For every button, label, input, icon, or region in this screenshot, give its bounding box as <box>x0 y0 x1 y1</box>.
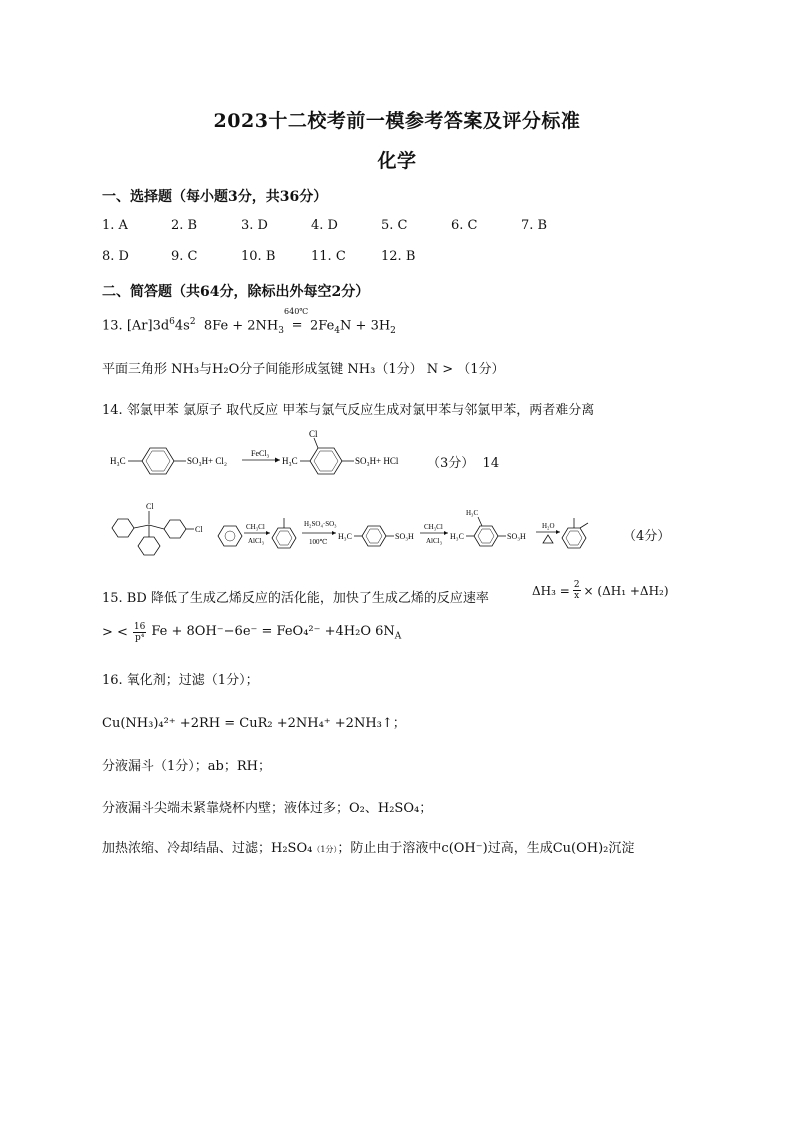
so3h-label: SO₃H <box>355 456 377 466</box>
hcl-label: + HCl <box>376 456 399 466</box>
benzene-ring <box>142 448 174 474</box>
fraction-denominator: p⁴ <box>134 633 145 643</box>
mc-answer: 12. B <box>381 249 416 264</box>
cl-label: Cl <box>195 525 203 534</box>
subject-title: 化学 <box>377 150 417 172</box>
benzene-ring <box>138 537 160 555</box>
q16-line1: 16. 氧化剂；过滤（1分）； <box>102 673 259 688</box>
q15-line2: > < $\frac{16}{\text{p⁴}}$ Fe + 8OH⁻−6e⁻ = FeO₄²⁻ +4H₂O $6N_A$ <box>102 622 402 643</box>
q15-line1: 15. BD 降低了生成乙烯反应的活化能，加快了生成乙烯的反应速率 <box>102 591 489 606</box>
mc-answer: 7. B <box>521 218 548 233</box>
q16-line2: Cu(NH₃)₄²⁺ +2RH = CuR₂ +2NH₄⁺ +2NH₃↑； <box>102 716 406 731</box>
q13-line2: 平面三角形 NH₃与H₂O分子间能形成氢键 NH₃（1分） N > （1分） <box>102 362 505 377</box>
fecl3-label: FeCl₃ <box>251 449 270 458</box>
section-1-heading: 一、选择题（每小题3分，共36分） <box>102 189 328 205</box>
benzene-ring <box>310 448 342 474</box>
so3h-label: SO₃H <box>507 532 526 541</box>
mc-answer: 10. B <box>241 249 276 264</box>
q16-line5: 加热浓缩、冷却结晶、过滤；H₂SO₄（1分）；防止由于溶液中c(OH⁻)过高，生成Cu(OH)₂沉淀 <box>102 841 635 856</box>
ch3cl-label: CH₃Cl <box>424 523 443 531</box>
heat-triangle-icon <box>543 535 553 543</box>
q14-rxn2-score: （4分） <box>623 529 671 544</box>
h3c-label: H₃C <box>466 509 479 517</box>
q13-line1: 13. $[Ar]3d^64s^2$ $8Fe + 2NH_3$ 640℃ = $2Fe_4N + 3H_2$ <box>102 307 396 336</box>
mc-answer: 2. B <box>171 218 198 233</box>
q16-line4: 分液漏斗尖端未紧靠烧杯内壁；液体过多；O₂、H₂SO₄； <box>102 801 433 816</box>
fraction-numerator: 2 <box>573 580 580 590</box>
q14-rxn1-score: （3分） 14 <box>427 456 500 471</box>
h3c-label: H₃C <box>110 456 126 466</box>
fraction-denominator: x <box>574 591 580 601</box>
h2so4so3-label: H₂SO₄·SO₃ <box>304 520 337 528</box>
q16-line3: 分液漏斗（1分）；ab；RH； <box>102 759 271 774</box>
h3c-label: H₃C <box>282 456 298 466</box>
benzene-ring <box>164 520 186 538</box>
cl-label: Cl <box>146 502 154 511</box>
q15-formula: ΔH₃ = $\frac{2}{x}$ × (ΔH₁ +ΔH₂) <box>532 580 669 601</box>
section-2-heading: 二、简答题（共64分，除标出外每空2分） <box>102 284 370 300</box>
q14-reaction-2 <box>104 498 624 568</box>
benzene-ring <box>112 519 134 537</box>
ch3cl-label: CH₃Cl <box>246 523 265 531</box>
delta-label: Δ <box>544 549 548 555</box>
h2o-label: H₂O <box>542 522 555 530</box>
mc-answer: 4. D <box>311 218 338 233</box>
temp-label: 100℃ <box>309 538 328 546</box>
mc-answer: 3. D <box>241 218 268 233</box>
mc-answer: 1. A <box>102 218 128 233</box>
h3c-label: H₃C <box>450 532 464 541</box>
reaction-condition: 640℃ <box>284 307 309 317</box>
q14-reaction-1 <box>104 428 424 488</box>
cl2-label: + Cl₂ <box>208 456 227 466</box>
mc-answer: 6. C <box>451 218 478 233</box>
mc-answer: 11. C <box>311 249 346 264</box>
document-title: 2023十二校考前一模参考答案及评分标准 <box>213 110 581 132</box>
benzene-ring <box>218 526 242 546</box>
fraction-numerator: 16 <box>133 622 146 632</box>
so3h-label: SO₃H <box>395 532 414 541</box>
q14-line1: 14. 邻氯甲苯 氯原子 取代反应 甲苯与氯气反应生成对氯甲苯与邻氯甲苯，两者难分离 <box>102 403 595 418</box>
mc-answer: 5. C <box>381 218 408 233</box>
alcl3-label: AlCl₃ <box>426 537 443 545</box>
mc-answer: 9. C <box>171 249 198 264</box>
so3h-label: SO₃H <box>187 456 209 466</box>
h3c-label: H₃C <box>338 532 352 541</box>
cl-label: Cl <box>309 429 318 439</box>
alcl3-label: AlCl₃ <box>248 537 265 545</box>
mc-answer: 8. D <box>102 249 129 264</box>
